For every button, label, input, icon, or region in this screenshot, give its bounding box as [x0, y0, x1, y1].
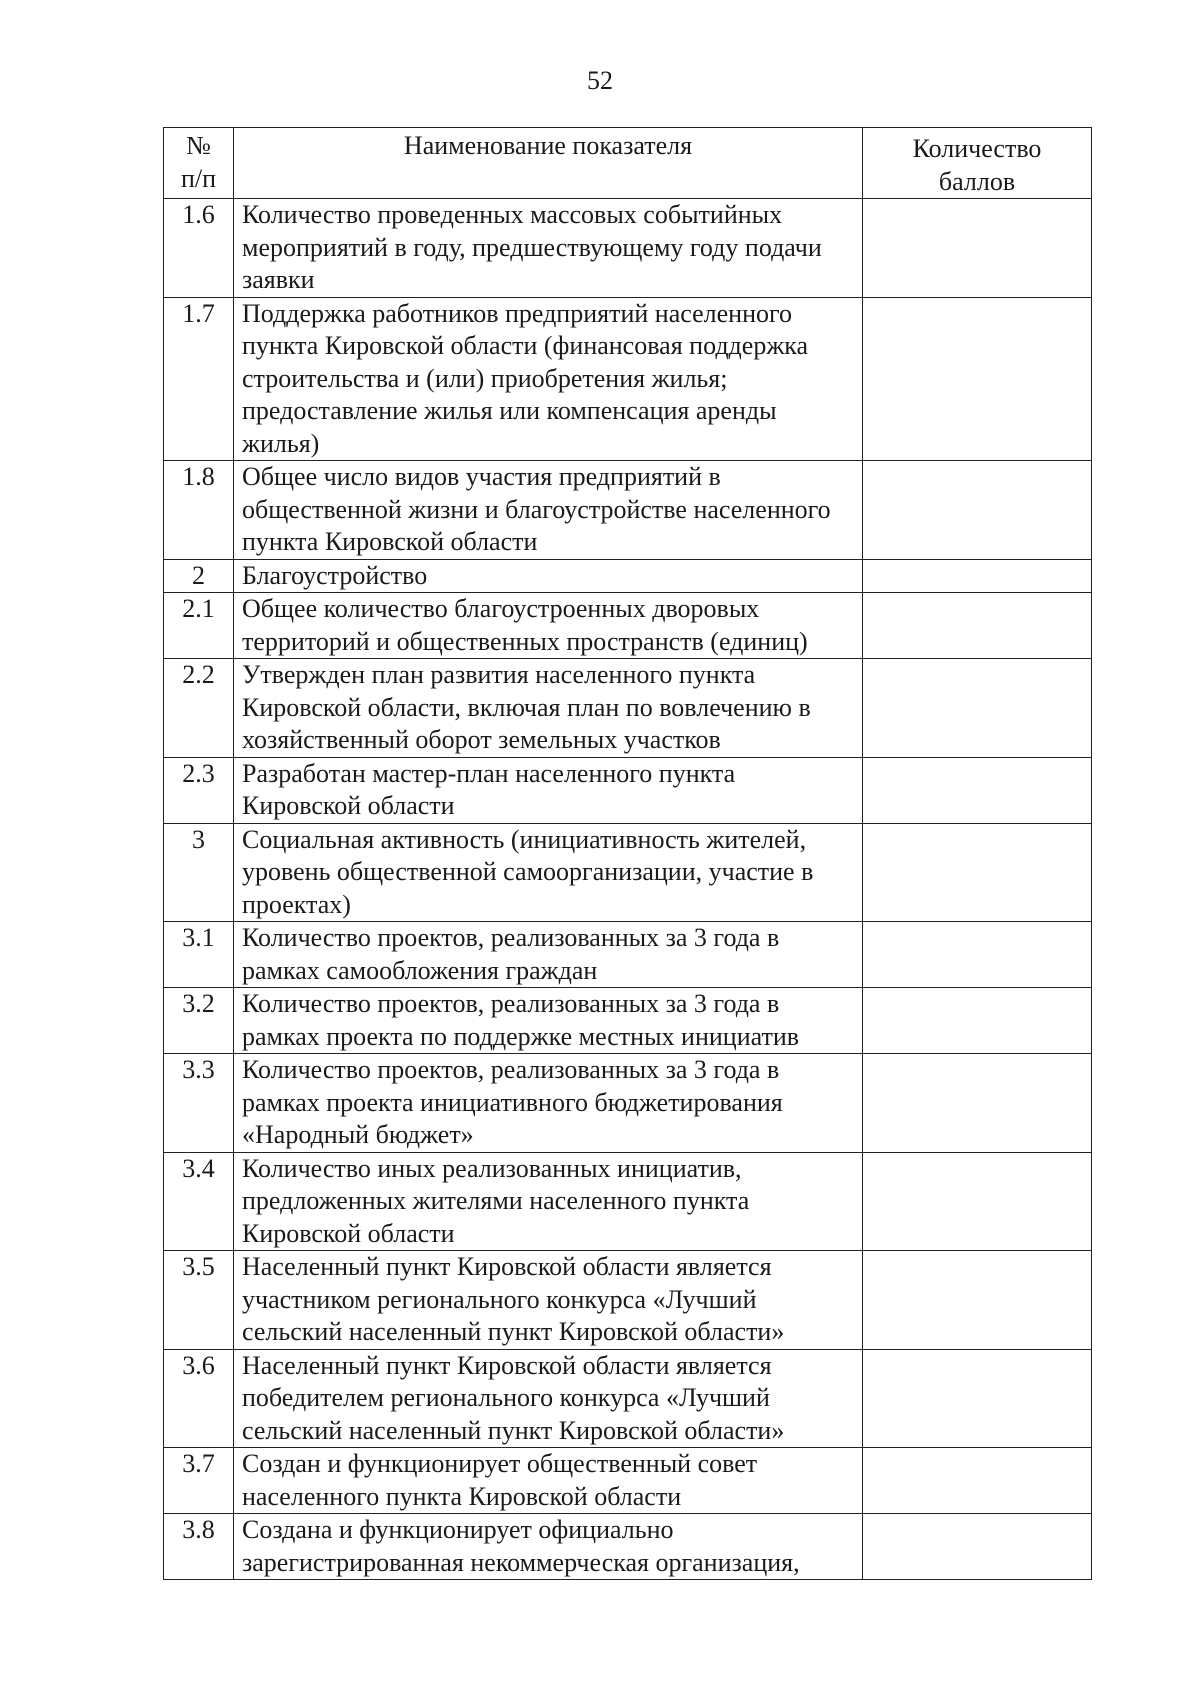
- row-score-cell[interactable]: [863, 593, 1092, 659]
- row-score-cell[interactable]: [863, 988, 1092, 1054]
- row-indicator-name: Количество проектов, реализованных за 3 года в рамках самообложения граждан: [234, 922, 863, 988]
- row-score-cell[interactable]: [863, 559, 1092, 593]
- row-indicator-name: Социальная активность (инициативность жителей, уровень общественной самоорганизации, участие в проектах): [234, 823, 863, 922]
- row-score-cell[interactable]: [863, 823, 1092, 922]
- row-number: 3.5: [164, 1251, 234, 1350]
- row-indicator-name: Утвержден план развития населенного пункта Кировской области, включая план по вовлечению в хозяйственный оборот земельных участков: [234, 659, 863, 758]
- row-indicator-name: Разработан мастер-план населенного пункта Кировской области: [234, 757, 863, 823]
- row-number: 3.2: [164, 988, 234, 1054]
- table-row: [164, 823, 1092, 922]
- header-score-line1: Количество: [912, 134, 1042, 163]
- row-score-cell[interactable]: [863, 659, 1092, 758]
- row-number: 1.8: [164, 461, 234, 560]
- row-score-cell[interactable]: [863, 1514, 1092, 1580]
- row-indicator-name: Создан и функционирует общественный совет населенного пункта Кировской области: [234, 1448, 863, 1514]
- table-body: [164, 199, 1092, 1580]
- row-number: 2.1: [164, 593, 234, 659]
- table-row: [164, 559, 1092, 593]
- row-indicator-name: Количество проведенных массовых событийных мероприятий в году, предшествующему году подачи заявки: [234, 199, 863, 298]
- row-number: 1.6: [164, 199, 234, 298]
- row-number: 3.3: [164, 1054, 234, 1153]
- table-row: [164, 1448, 1092, 1514]
- table-row: [164, 199, 1092, 298]
- table-row: [164, 593, 1092, 659]
- indicators-table: [163, 127, 1092, 1580]
- row-number: 3.1: [164, 922, 234, 988]
- row-score-cell[interactable]: [863, 199, 1092, 298]
- header-score: [863, 128, 1092, 199]
- table-row: [164, 757, 1092, 823]
- row-indicator-name: Общее число видов участия предприятий в общественной жизни и благоустройстве населенного пункта Кировской области: [234, 461, 863, 560]
- row-indicator-name: Количество проектов, реализованных за 3 года в рамках проекта по поддержке местных инициатив: [234, 988, 863, 1054]
- table-row: [164, 1054, 1092, 1153]
- row-score-cell[interactable]: [863, 297, 1092, 461]
- table-row: [164, 1349, 1092, 1448]
- row-score-cell[interactable]: [863, 1349, 1092, 1448]
- header-score-line2: баллов: [938, 166, 1016, 196]
- row-score-cell[interactable]: [863, 1054, 1092, 1153]
- row-indicator-name: Поддержка работников предприятий населенного пункта Кировской области (финансовая поддержка строительства и (или) приобретения жилья; предоставление жилья или компенсация аренды жилья): [234, 297, 863, 461]
- row-score-cell[interactable]: [863, 757, 1092, 823]
- row-indicator-name: Общее количество благоустроенных дворовых территорий и общественных пространств (единиц): [234, 593, 863, 659]
- row-indicator-name: Благоустройство: [234, 559, 863, 593]
- row-number: 3.6: [164, 1349, 234, 1448]
- table-row: [164, 659, 1092, 758]
- table-row: [164, 1251, 1092, 1350]
- row-number: 1.7: [164, 297, 234, 461]
- row-number: 2.3: [164, 757, 234, 823]
- header-number-abbr: п/п: [180, 163, 217, 193]
- row-number: 3.7: [164, 1448, 234, 1514]
- row-indicator-name: Количество иных реализованных инициатив, предложенных жителями населенного пункта Кировской области: [234, 1152, 863, 1251]
- header-number-symbol: №: [186, 131, 211, 160]
- header-number: [164, 128, 234, 199]
- row-score-cell[interactable]: [863, 1152, 1092, 1251]
- row-score-cell[interactable]: [863, 1448, 1092, 1514]
- header-indicator-name: [234, 128, 863, 199]
- header-indicator-name-text: Наименование показателя: [403, 131, 693, 160]
- row-indicator-name: Населенный пункт Кировской области является участником регионального конкурса «Лучший сельский населенный пункт Кировской области»: [234, 1251, 863, 1350]
- row-score-cell[interactable]: [863, 922, 1092, 988]
- table-header-row: [164, 128, 1092, 199]
- row-score-cell[interactable]: [863, 461, 1092, 560]
- row-indicator-name: Создана и функционирует официально зарегистрированная некоммерческая организация,: [234, 1514, 863, 1580]
- table-row: [164, 988, 1092, 1054]
- table-row: [164, 461, 1092, 560]
- row-number: 3.8: [164, 1514, 234, 1580]
- row-number: 2.2: [164, 659, 234, 758]
- row-number: 2: [164, 559, 234, 593]
- row-number: 3.4: [164, 1152, 234, 1251]
- table-row: [164, 922, 1092, 988]
- row-number: 3: [164, 823, 234, 922]
- table-row: [164, 1152, 1092, 1251]
- table-row: [164, 1514, 1092, 1580]
- row-score-cell[interactable]: [863, 1251, 1092, 1350]
- table-row: [164, 297, 1092, 461]
- row-indicator-name: Населенный пункт Кировской области является победителем регионального конкурса «Лучший сельский населенный пункт Кировской области»: [234, 1349, 863, 1448]
- page-number: 52: [587, 66, 613, 95]
- row-indicator-name: Количество проектов, реализованных за 3 года в рамках проекта инициативного бюджетирования «Народный бюджет»: [234, 1054, 863, 1153]
